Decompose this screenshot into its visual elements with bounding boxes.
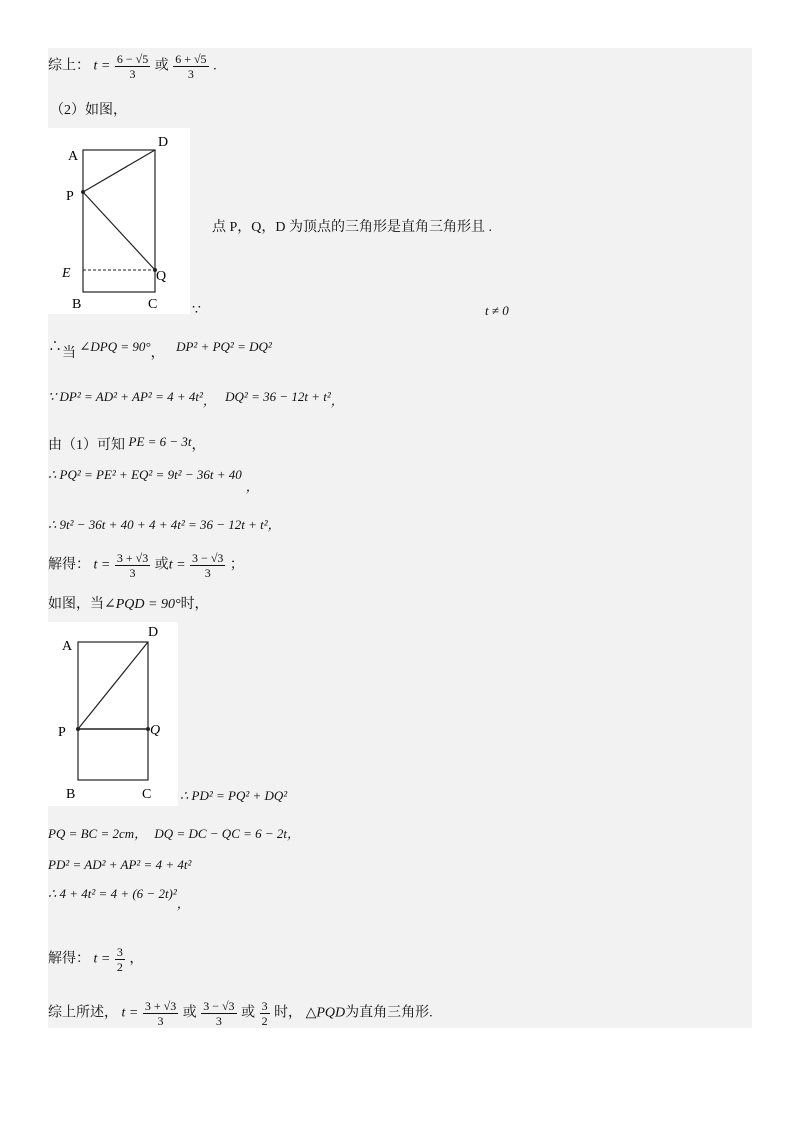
case2-heading-end: 时，	[180, 597, 209, 612]
fraction-denominator: 3	[157, 1014, 164, 1028]
comma: ，	[330, 393, 344, 408]
comma: ，	[150, 346, 165, 361]
solution-prefix: 解得：	[48, 951, 90, 967]
triangle-pqd: △PQD	[305, 1005, 346, 1021]
case2-pq-line	[48, 825, 300, 843]
figure-2	[48, 622, 178, 806]
label-q: Q	[156, 269, 167, 284]
t-equals: t =	[93, 557, 111, 573]
point-p	[81, 190, 85, 194]
fraction-denominator: 3	[187, 67, 194, 81]
segment-pd	[83, 150, 155, 192]
fraction-denominator: 3	[215, 1014, 222, 1028]
summary-line-1	[48, 52, 217, 81]
label-p: P	[66, 189, 74, 204]
label-e: E	[62, 266, 71, 281]
fraction-2	[201, 999, 236, 1028]
angle-dpq: ∠DPQ = 90°	[79, 339, 151, 354]
case2-solution	[48, 945, 143, 974]
semicolon: ；	[229, 557, 244, 573]
case1-pq-line	[48, 466, 259, 494]
when-word: 当	[62, 346, 76, 361]
comma: ，	[287, 826, 301, 841]
label-d: D	[158, 135, 169, 150]
label-d: D	[148, 625, 159, 640]
fraction-3	[260, 999, 270, 1028]
segment-pd	[78, 642, 148, 729]
comma: ，	[191, 438, 206, 453]
final-tail: 为直角三角形.	[345, 1005, 433, 1021]
case2-heading	[48, 596, 209, 614]
label-c: C	[148, 297, 158, 312]
case1-from-line	[48, 436, 206, 455]
t-equals: t =	[93, 951, 111, 967]
fraction-numerator: 6 + √5	[175, 52, 207, 66]
fraction-denominator: 2	[261, 1014, 268, 1028]
label-a: A	[62, 639, 73, 654]
case2-heading-text: 如图，当	[48, 597, 104, 612]
fraction-numerator: 3 − √3	[203, 999, 235, 1013]
or-word: 或	[241, 1005, 256, 1021]
summary-prefix: 综上：	[48, 58, 90, 74]
comma: ，	[176, 896, 190, 911]
case2-equation-line	[48, 885, 190, 911]
fraction-3-2	[115, 945, 125, 974]
case2-pythagoras: ∴ PD² = PQ² + DQ²	[180, 788, 288, 803]
label-b: B	[66, 787, 76, 802]
or-word: 或	[182, 1005, 197, 1021]
equation-dp-pq-dq: DP² + PQ² = DQ²	[176, 339, 272, 354]
label-a: A	[68, 149, 79, 164]
fraction-denominator: 2	[116, 960, 123, 974]
t-equals: t =	[93, 58, 111, 74]
comma: ，	[245, 479, 259, 494]
segment-pq	[83, 192, 155, 270]
or-word: 或	[154, 557, 169, 573]
fraction-2	[190, 551, 225, 580]
because-symbol: ∵	[192, 303, 201, 318]
period: .	[213, 58, 217, 74]
fraction-numerator: 3	[261, 999, 268, 1013]
label-q: Q	[150, 723, 161, 738]
fraction-numerator: 3 + √3	[144, 999, 177, 1013]
fraction-numerator: 3 + √3	[116, 551, 149, 565]
case1-equation: ∴ 9t² − 36t + 40 + 4 + 4t² = 36 − 12t + t²，	[48, 517, 281, 532]
fraction-numerator: 3	[116, 945, 123, 959]
angle-pqd: ∠PQD = 90°	[104, 597, 181, 612]
label-p: P	[58, 725, 66, 740]
t-equals: t =	[121, 1005, 139, 1021]
comma: ，	[129, 951, 144, 967]
solution-prefix: 解得：	[48, 557, 90, 573]
from-part-1-text: 由（1）可知	[48, 438, 125, 453]
equation-dq: DQ² = 36 − 12t + t²	[225, 389, 331, 404]
case1-dp-line	[48, 388, 344, 406]
fraction-1	[115, 551, 150, 580]
equation-pe: PE = 6 − 3t	[128, 434, 192, 449]
equation-dq: DQ = DC − QC = 6 − 2t	[154, 826, 288, 841]
figure-1-caption: 点 P，Q，D 为顶点的三角形是直角三角形且 .	[212, 220, 493, 235]
figure-1	[48, 128, 190, 314]
case1-when-line	[48, 338, 272, 361]
final-summary	[48, 999, 433, 1028]
fraction-1	[115, 52, 150, 81]
t-not-zero: t ≠ 0	[485, 303, 509, 318]
figure-2-diagram	[48, 622, 178, 806]
t-equals: t =	[168, 557, 186, 573]
label-c: C	[142, 787, 152, 802]
rectangle-abcd	[78, 642, 148, 780]
fraction-numerator: 6 − √5	[116, 52, 149, 66]
case2-equation: ∴ 4 + 4t² = 4 + (6 − 2t)²	[48, 886, 177, 901]
figure-1-diagram	[48, 128, 190, 314]
when-word: 时，	[274, 1005, 303, 1021]
final-prefix: 综上所述，	[48, 1005, 118, 1021]
equation-pq-bc: PQ = BC = 2cm	[48, 826, 135, 841]
point-p	[76, 727, 80, 731]
fraction-numerator: 3 − √3	[192, 551, 224, 565]
fraction-2	[173, 52, 208, 81]
equation-dp: ∵ DP² = AD² + AP² = 4 + 4t²	[48, 389, 203, 404]
case1-solution	[48, 551, 244, 580]
fraction-denominator: 3	[129, 67, 136, 81]
case2-pd-equation: PD² = AD² + AP² = 4 + 4t²	[48, 857, 192, 872]
or-word: 或	[154, 58, 169, 74]
comma: ，	[202, 393, 216, 408]
comma: ，	[134, 826, 148, 841]
therefore-symbol: ∴	[48, 340, 62, 355]
fraction-denominator: 3	[204, 566, 211, 580]
label-b: B	[72, 297, 82, 312]
fraction-denominator: 3	[129, 566, 136, 580]
part-2-heading: （2）如图，	[50, 103, 127, 118]
fraction-1	[143, 999, 178, 1028]
equation-pq: ∴ PQ² = PE² + EQ² = 9t² − 36t + 40	[48, 467, 242, 482]
